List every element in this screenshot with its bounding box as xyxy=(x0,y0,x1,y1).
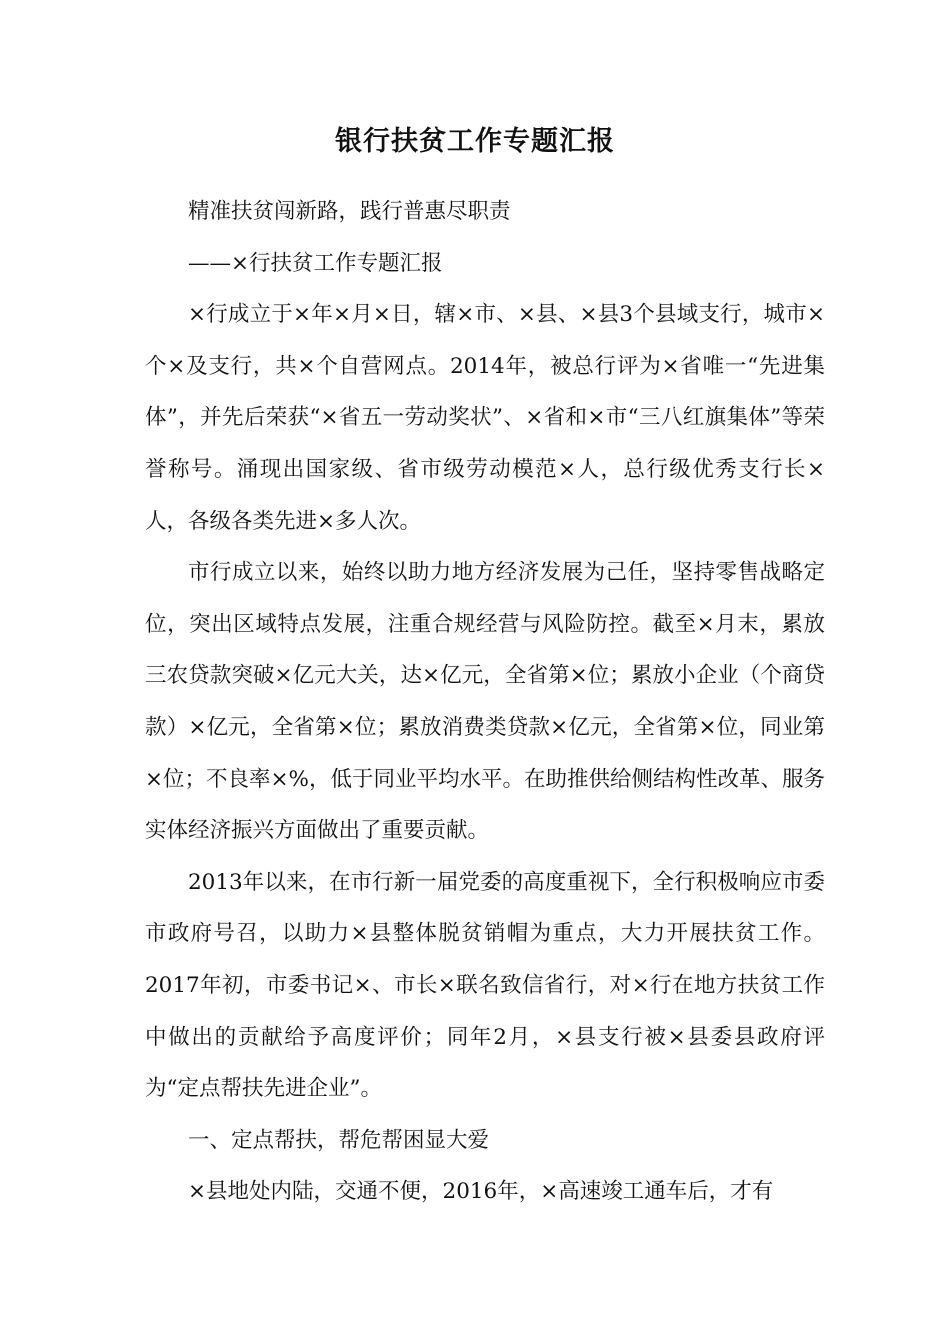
body-paragraph: 市行成立以来，始终以助力地方经济发展为己任，坚持零售战略定位，突出区域特点发展，注重合规经营与风险防控。截至×月末，累放三农贷款突破×亿元大关，达×亿元，全省第×位；累放小企业（个商贷款）×亿元，全省第×位；累放消费类贷款×亿元，全省第×位，同业第×位；不良率×%，低于同业平均水平。在助推供给侧结构性改革、服务实体经济振兴方面做出了重要贡献。 xyxy=(145,560,825,844)
document-body xyxy=(145,186,825,1218)
document-subtitle: 精准扶贫闯新路，践行普惠尽职责 xyxy=(188,199,511,224)
body-paragraph: 2013年以来，在市行新一届党委的高度重视下，全行积极响应市委市政府号召，以助力×县整体脱贫销帽为重点，大力开展扶贫工作。2017年初，市委书记×、市长×联名致信省行，对×行在地方扶贫工作中做出的贡献给予高度评价；同年2月，×县支行被×县委县政府评为“定点帮扶先进企业”。 xyxy=(145,869,825,1102)
section-heading: 一、定点帮扶，帮危帮困显大爱 xyxy=(188,1127,490,1153)
body-paragraph: ×县地处内陆，交通不便，2016年，×高速竣工通车后，才有 xyxy=(188,1179,774,1205)
body-paragraph: ×行成立于×年×月×日，辖×市、×县、×县3个县域支行，城市×个×及支行，共×个自营网点。2014年，被总行评为×省唯一“先进集体”，并先后荣获“×省五一劳动奖状”、×省和×市“三八红旗集体”等荣誉称号。涌现出国家级、省市级劳动模范×人，总行级优秀支行长×人，各级各类先进×多人次。 xyxy=(145,302,825,534)
document-byline: ——×行扶贫工作专题汇报 xyxy=(188,250,443,276)
document-title: 银行扶贫工作专题汇报 xyxy=(335,126,615,157)
